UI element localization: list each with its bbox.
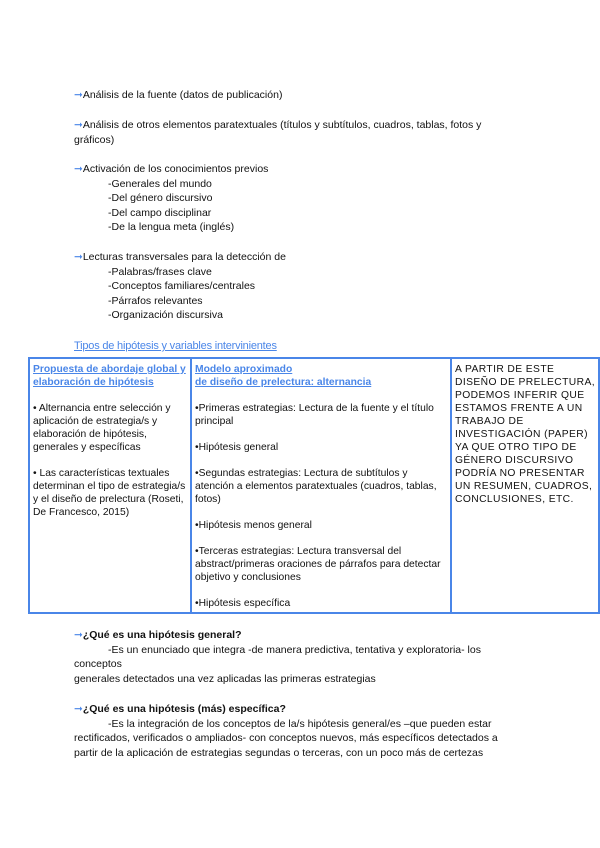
cell-paragraph: • Alternancia entre selección y aplicación de estrategia/s y elaboración de hipótesis, generales y específicas: [33, 403, 171, 453]
answer-line: conceptos: [74, 658, 122, 670]
cell-paragraph: • Las características textuales determinan el tipo de estrategia/s y el diseño de prelectura (Roseti, De Francesco, 2015): [33, 468, 186, 518]
arrow-icon: ➞: [74, 89, 83, 101]
intro-item-text: Análisis de la fuente (datos de publicación): [82, 89, 283, 101]
answer-line: rectificados, verificados o ampliados- con conceptos nuevos, más específicos detectados a: [74, 732, 498, 744]
arrow-icon: ➞: [74, 251, 83, 263]
cell-paragraph: •Hipótesis general: [195, 442, 279, 453]
cell-paragraph: A PARTIR DE ESTE DISEÑO DE PRELECTURA, PODEMOS INFERIR QUE ESTAMOS FRENTE A UN TRABAJO DE INVESTIGACIÓN (PAPER) YA QUE OTRO TIPO DE GÉNERO DISCURSIVO PODRÍA NO PRESENTAR UN RESUMEN, CUADROS, CONCLUSIONES, ETC.: [455, 364, 595, 505]
table-row: [29, 358, 599, 613]
table-cell-approach: [29, 358, 191, 613]
cell-paragraph: •Hipótesis menos general: [195, 520, 312, 531]
sub-item: -Generales del mundo: [108, 177, 212, 190]
answer-line: generales detectados una vez aplicadas las primeras estrategias: [74, 673, 376, 685]
sub-item: -Del género discursivo: [108, 192, 213, 204]
cell-paragraph: •Primeras estrategias: Lectura de la fuente y el título principal: [195, 403, 434, 427]
table-cell-model: [191, 358, 451, 613]
arrow-icon: ➞: [74, 703, 83, 715]
question-general: [74, 628, 544, 657]
intro-item-paratext: [74, 118, 514, 147]
intro-item-source: [74, 88, 282, 103]
intro-item-title: Lecturas transversales para la detección de: [82, 251, 286, 263]
intro-item-prior-knowledge: [74, 162, 268, 235]
column-header: Modelo aproximado: [195, 364, 293, 375]
question-title: ¿Qué es una hipótesis general?: [82, 629, 242, 641]
cell-paragraph: •Hipótesis específica: [195, 598, 291, 609]
sub-item: -Palabras/frases clave: [108, 265, 212, 278]
cell-paragraph: •Terceras estrategias: Lectura transversal del abstract/primeras oraciones de párrafos para detectar objetivo y conclusiones: [195, 546, 441, 583]
arrow-icon: ➞: [74, 119, 83, 131]
column-header: de diseño de prelectura: alternancia: [195, 377, 372, 388]
arrow-icon: ➞: [74, 163, 83, 175]
table-cell-inference: [451, 358, 599, 613]
hypothesis-table: [28, 357, 600, 614]
intro-item-text: Análisis de otros elementos paratextuales (títulos y subtítulos, cuadros, tablas, fotos y gráficos): [74, 119, 482, 146]
sub-item: -Párrafos relevantes: [108, 294, 203, 307]
column-header: Propuesta de abordaje global y elaboración de hipótesis: [33, 364, 186, 388]
arrow-icon: ➞: [74, 629, 83, 641]
question-specific: [74, 702, 544, 731]
intro-item-title: Activación de los conocimientos previos: [82, 163, 269, 175]
answer-line: -Es un enunciado que integra -de manera predictiva, tentativa y exploratoria- los: [108, 643, 481, 656]
intro-item-transversal: [74, 250, 286, 323]
answer-line: partir de la aplicación de estrategias segundas o terceras, con un poco más de certezas: [74, 747, 484, 759]
sub-item: -Del campo disciplinar: [108, 206, 212, 219]
question-title: ¿Qué es una hipótesis (más) específica?: [82, 703, 286, 715]
cell-paragraph: •Segundas estrategias: Lectura de subtítulos y atención a elementos paratextuales (cuadros, tablas, fotos): [195, 468, 437, 505]
sub-item: -De la lengua meta (inglés): [108, 221, 235, 233]
answer-line: -Es la integración de los conceptos de la/s hipótesis general/es –que pueden estar: [108, 717, 492, 730]
section-heading: Tipos de hipótesis y variables intervinientes: [74, 340, 277, 352]
sub-item: -Conceptos familiares/centrales: [108, 280, 256, 292]
sub-item: -Organización discursiva: [108, 309, 223, 321]
